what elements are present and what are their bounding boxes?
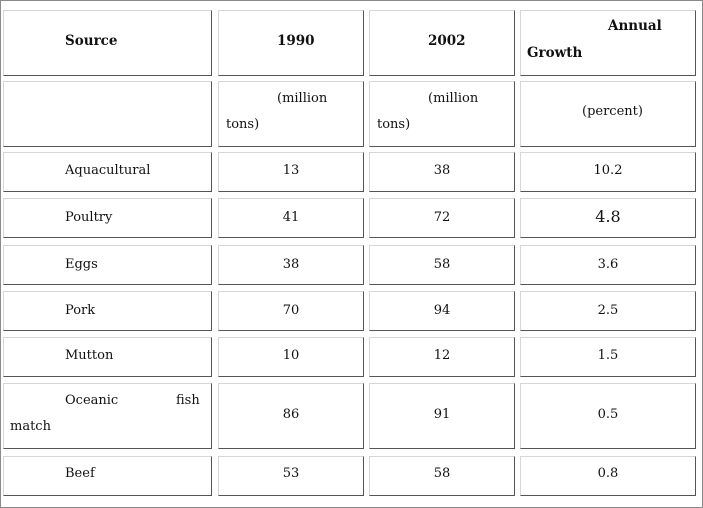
row-mutton-growth [520,337,696,377]
row-eggs-2002 [369,245,515,285]
cell-source: Eggs [65,257,98,272]
cell-growth: 1.5 [597,348,619,363]
cell-source: Pork [65,303,96,318]
header-1990 [218,10,364,76]
row-oceanic-growth [520,383,696,449]
cell-source: Aquacultural [65,163,151,178]
cell-growth: 4.8 [595,207,621,226]
cell-source: Oceanic [65,393,119,408]
row-beef-source [3,456,212,496]
row-pork-growth [520,291,696,331]
row-oceanic-2002 [369,383,515,449]
row-beef-2002 [369,456,515,496]
row-oceanic-source [3,383,212,449]
row-eggs-1990 [218,245,364,285]
row-beef-growth [520,456,696,496]
cell-1990: 86 [282,407,300,422]
cell-growth: 3.6 [597,257,619,272]
cell-growth: 0.8 [597,466,619,481]
row-oceanic-1990 [218,383,364,449]
cell-1990: 53 [282,466,300,481]
cell-1990: 13 [282,163,300,178]
row-eggs-source [3,245,212,285]
units-2002-line1: (million [428,91,479,106]
row-aquacultural-source [3,152,212,192]
row-poultry-growth [520,198,696,238]
units-growth-label: (percent) [582,104,643,119]
cell-2002: 38 [433,163,451,178]
units-growth [520,81,696,147]
units-1990 [218,81,364,147]
row-eggs-growth [520,245,696,285]
row-poultry-2002 [369,198,515,238]
cell-1990: 38 [282,257,300,272]
cell-growth: 2.5 [597,303,619,318]
header-2002 [369,10,515,76]
header-growth [520,10,696,76]
row-pork-1990 [218,291,364,331]
cell-growth: 10.2 [593,163,623,178]
row-beef-1990 [218,456,364,496]
row-aquacultural-1990 [218,152,364,192]
header-source-label: Source [65,33,118,49]
row-aquacultural-growth [520,152,696,192]
units-source [3,81,212,147]
units-1990-line2: tons) [226,117,260,132]
cell-2002: 94 [433,303,451,318]
cell-source: Poultry [65,210,113,225]
cell-1990: 70 [282,303,300,318]
cell-source: Mutton [65,348,114,363]
cell-2002: 91 [433,407,451,422]
header-2002-label: 2002 [428,33,466,49]
header-growth-label-2: Growth [527,45,583,61]
units-2002 [369,81,515,147]
cell-source: Beef [65,466,95,481]
cell-2002: 72 [433,210,451,225]
row-pork-2002 [369,291,515,331]
row-poultry-source [3,198,212,238]
units-2002-line2: tons) [377,117,411,132]
row-pork-source [3,291,212,331]
cell-1990: 10 [282,348,300,363]
row-aquacultural-2002 [369,152,515,192]
header-source [3,10,212,76]
row-mutton-2002 [369,337,515,377]
cell-source-cont: match [10,419,51,434]
header-1990-label: 1990 [277,33,315,49]
row-poultry-1990 [218,198,364,238]
row-mutton-1990 [218,337,364,377]
units-1990-line1: (million [277,91,328,106]
cell-2002: 58 [433,257,451,272]
header-growth-label-1: Annual [608,18,662,34]
row-mutton-source [3,337,212,377]
cell-source-mid: fish [176,393,200,408]
cell-growth: 0.5 [597,407,619,422]
cell-2002: 12 [433,348,451,363]
cell-2002: 58 [433,466,451,481]
cell-1990: 41 [282,210,300,225]
